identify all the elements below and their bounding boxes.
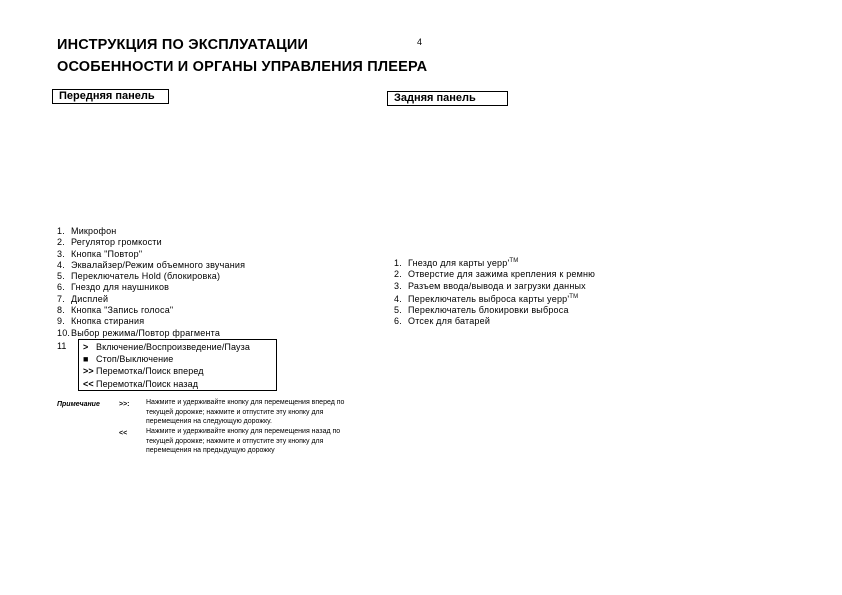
note-forward-symbol: >>: — [119, 401, 130, 408]
legend-row-rewind — [83, 378, 272, 390]
item-number: 7. — [57, 293, 65, 304]
document-title-line-1: ИНСТРУКЦИЯ ПО ЭКСПЛУАТАЦИИ — [57, 37, 309, 53]
legend-row-stop — [83, 353, 272, 365]
fast-forward-icon: >> — [83, 366, 94, 377]
item-number: 5. — [394, 305, 402, 316]
item-number: 8. — [57, 305, 65, 316]
item-number: 1. — [57, 226, 65, 236]
legend-row-play — [83, 341, 272, 353]
button-legend — [78, 339, 277, 391]
item-number: 4. — [394, 293, 402, 304]
list-item — [57, 328, 245, 339]
play-icon: > — [83, 342, 89, 352]
list-item — [394, 316, 595, 327]
note-label: Примечание — [57, 401, 100, 408]
list-item — [57, 294, 245, 305]
note-forward-text: Нажмите и удерживайте кнопку для перемещения вперед по текущей дорожке; нажмите и отпустите эту кнопку для перемещения на следующую дорожку. — [146, 399, 345, 426]
item-number: 6. — [394, 316, 402, 327]
note-back-text: Нажмите и удерживайте кнопку для перемещения назад по текущей дорожке; нажмите и отпустите эту кнопку для перемещения на предыдущую дорожку — [146, 428, 341, 455]
document-title-line-2: ОСОБЕННОСТИ И ОРГАНЫ УПРАВЛЕНИЯ ПЛЕЕРА — [57, 59, 428, 75]
item-text: Кнопка стирания — [71, 316, 145, 327]
item-text: Кнопка "Повтор" — [71, 248, 143, 259]
trademark-mark: TM — [509, 258, 519, 264]
item-text: Дисплей — [71, 293, 109, 304]
legend-text: Включение/Воспроизведение/Пауза — [96, 342, 250, 352]
item-number: 3. — [394, 280, 402, 291]
item-text: Гнездо для наушников — [71, 282, 170, 293]
list-item — [57, 316, 245, 327]
list-item — [57, 249, 245, 260]
item-text: Переключатель выброса карты yepp' — [408, 293, 570, 304]
item-number: 1. — [394, 258, 402, 268]
list-item — [394, 256, 595, 269]
front-panel-heading: Передняя панель — [52, 89, 169, 104]
list-item — [57, 305, 245, 316]
item-text: Переключатель блокировки выброса — [408, 305, 569, 316]
item-text: Эквалайзер/Режим объемного звучания — [71, 259, 246, 270]
list-item — [57, 237, 245, 248]
item-number: 4. — [57, 259, 65, 270]
item-text: Отсек для батарей — [408, 316, 491, 327]
list-item — [394, 305, 595, 316]
list-item — [394, 292, 595, 305]
list-item — [57, 226, 245, 237]
item-number: 2. — [57, 237, 65, 248]
item-number: 10. — [57, 327, 71, 338]
legend-text: Стоп/Выключение — [96, 354, 174, 365]
list-item — [57, 282, 245, 293]
item-text: Регулятор громкости — [71, 237, 162, 248]
item-text: Микрофон — [71, 226, 117, 236]
item-text: Гнездо для карты yepp' — [408, 258, 510, 268]
item-number: 2. — [394, 269, 402, 280]
stop-icon: ■ — [83, 354, 89, 365]
item-number: 9. — [57, 316, 65, 327]
rear-panel-heading: Задняя панель — [387, 91, 508, 106]
rewind-icon: << — [83, 378, 94, 389]
legend-row-forward — [83, 365, 272, 377]
item-11-number: 11 — [57, 341, 67, 351]
legend-text: Перемотка/Поиск назад — [96, 378, 199, 389]
item-text: Кнопка "Запись голоса" — [71, 305, 174, 316]
list-item — [57, 260, 245, 271]
note-back-symbol: << — [119, 430, 128, 437]
list-item — [57, 271, 245, 282]
trademark-mark: TM — [569, 293, 579, 300]
item-text: Разъем ввода/вывода и загрузки данных — [408, 280, 586, 291]
page-number: 4 — [417, 37, 423, 47]
item-text: Отверстие для зажима крепления к ремню — [408, 269, 596, 280]
item-text: Переключатель Hold (блокировка) — [71, 271, 221, 282]
list-item — [394, 281, 595, 292]
item-number: 6. — [57, 282, 65, 293]
front-panel-list — [57, 226, 245, 339]
rear-panel-list — [394, 256, 595, 328]
item-number: 3. — [57, 248, 65, 259]
item-number: 5. — [57, 271, 65, 282]
legend-text: Перемотка/Поиск вперед — [96, 366, 204, 377]
item-text: Выбор режима/Повтор фрагмента — [71, 327, 221, 338]
list-item — [394, 269, 595, 280]
